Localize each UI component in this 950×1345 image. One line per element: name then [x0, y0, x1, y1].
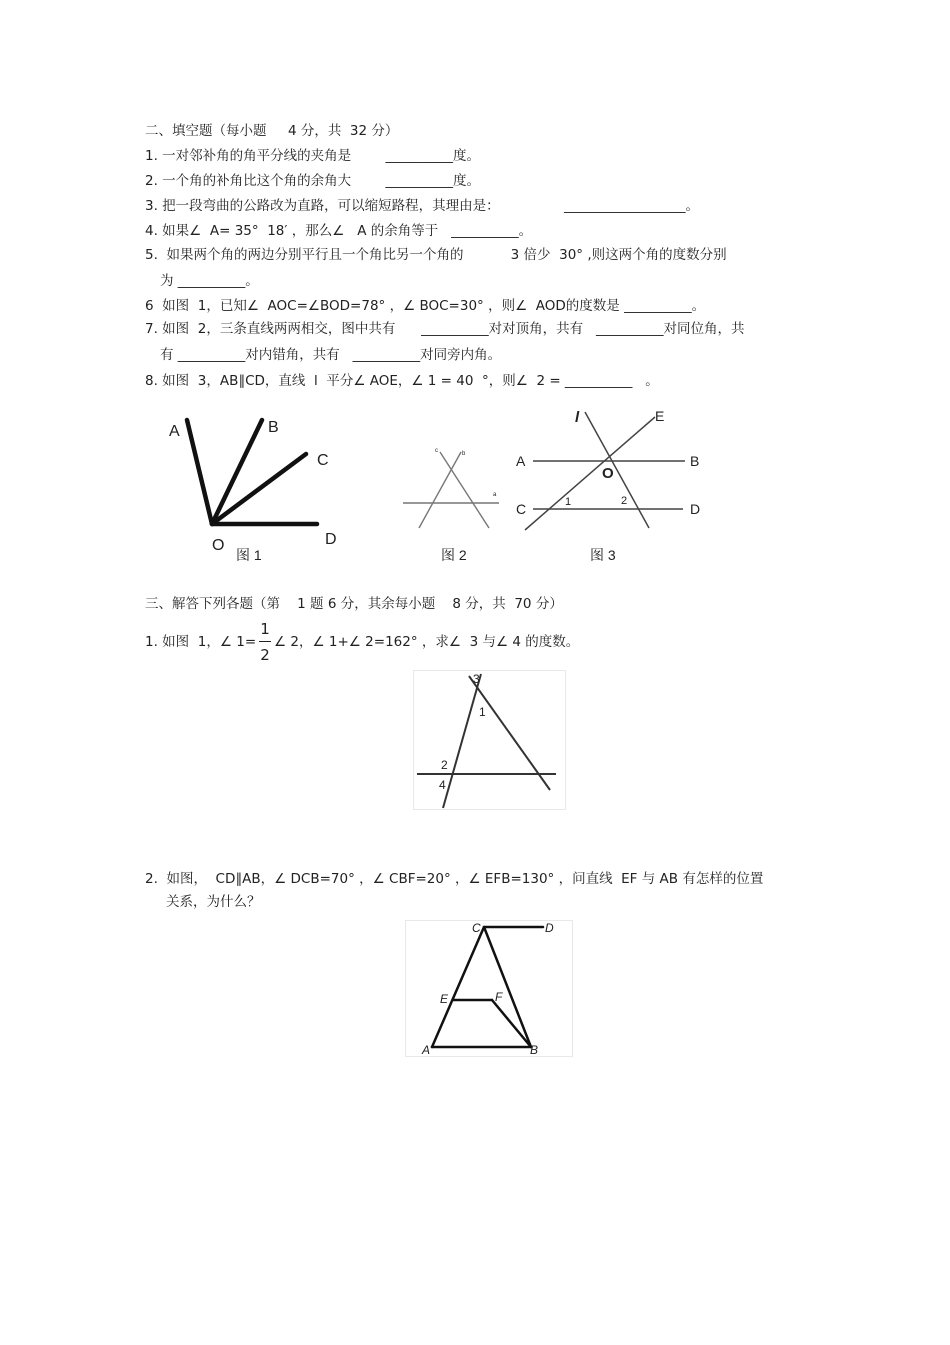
label-a5: A	[422, 1043, 431, 1057]
problem-1-start: 1. 如图 1，∠ 1=	[145, 634, 257, 650]
label-d: D	[325, 531, 337, 548]
label-e5: E	[440, 992, 449, 1006]
figure-2	[395, 440, 515, 565]
label-b3: B	[690, 453, 700, 469]
question-7-line2: 有 __________对内错角，共有 __________对同旁内角。	[160, 347, 502, 363]
label-d3: D	[690, 501, 701, 517]
question-6: 6 如图 1，已知∠ AOC=∠BOD=78° ，∠ BOC=30° ，则∠ AOD的度数是 __________。	[145, 298, 706, 314]
question-8: 8. 如图 3，AB∥CD，直线 l 平分∠ AOE，∠ 1 = 40 °，则∠ 2 = __________ 。	[145, 373, 659, 389]
caption-fig3: 图 3	[590, 547, 616, 563]
label-c-small: c	[435, 448, 438, 454]
label-d5: D	[545, 921, 554, 935]
question-7-line1: 7. 如图 2，三条直线两两相交，图中共有 __________对对顶角，共有 __________对同位角，共	[145, 321, 745, 337]
caption-fig2: 图 2	[441, 547, 467, 563]
label-l: l	[575, 409, 580, 426]
segment-ca	[432, 927, 484, 1047]
label-b-small: b	[462, 451, 466, 457]
ray-oa	[187, 420, 212, 524]
line-2	[419, 452, 461, 528]
label-b: B	[268, 419, 279, 436]
line-1	[440, 452, 489, 528]
figure-1	[150, 400, 360, 570]
figure-3	[505, 400, 720, 570]
line-oe	[525, 417, 655, 530]
fraction-denominator: 2	[260, 646, 270, 664]
line-left	[443, 674, 481, 808]
label-c5: C	[472, 921, 481, 935]
label-2: 2	[441, 758, 448, 772]
label-b5: B	[530, 1043, 539, 1057]
question-5-line2: 为 __________。	[160, 273, 259, 289]
segment-cb	[484, 927, 531, 1047]
label-a-small: a	[493, 492, 497, 498]
label-c: C	[317, 452, 329, 469]
question-1: 1. 一对邻补角的角平分线的夹角是 __________度。	[145, 148, 481, 164]
caption-fig1: 图 1	[236, 547, 262, 563]
figure-problem-2	[405, 920, 573, 1057]
label-3: 3	[473, 672, 480, 686]
label-1: 1	[479, 705, 486, 719]
question-3: 3. 把一段弯曲的公路改为直路，可以缩短路程，其理由是： __________________。	[145, 198, 700, 214]
section3-title: 三、解答下列各题（第 1 题 6 分，其余每小题 8 分，共 70 分）	[145, 596, 563, 612]
label-angle-2: 2	[621, 495, 628, 507]
problem-2-line1: 2. 如图， CD∥AB，∠ DCB=70° ，∠ CBF=20° ，∠ EFB=130° ，问直线 EF 与 AB 有怎样的位置	[145, 871, 764, 887]
label-c3: C	[516, 501, 527, 517]
segment-fb	[492, 1000, 531, 1047]
question-2: 2. 一个角的补角比这个角的余角大 __________度。	[145, 173, 481, 189]
fraction-bar	[259, 641, 271, 642]
problem-1-end: ∠ 2，∠ 1+∠ 2=162° ，求∠ 3 与∠ 4 的度数。	[274, 634, 580, 650]
problem-2-line2: 关系，为什么？	[166, 894, 261, 910]
question-4: 4. 如果∠ A= 35° 18′ ，那么∠ A 的余角等于 __________。	[145, 223, 533, 239]
line-right	[469, 676, 550, 790]
fraction-numerator: 1	[260, 620, 270, 638]
section2-title: 二、填空题（每小题 4 分，共 32 分）	[145, 123, 399, 139]
label-e: E	[655, 408, 665, 424]
ray-oc	[212, 454, 306, 524]
label-a3: A	[516, 453, 526, 469]
label-f5: F	[495, 990, 503, 1004]
ray-ob	[212, 420, 262, 524]
label-o3: O	[602, 465, 614, 482]
question-5-line1: 5. 如果两个角的两边分别平行且一个角比另一个角的 3 倍少 30° ,则这两个角的度数分别	[145, 247, 727, 263]
figure-problem-1	[413, 670, 566, 810]
label-o: O	[212, 537, 225, 554]
label-angle-1: 1	[565, 496, 572, 508]
label-a: A	[169, 423, 180, 440]
label-4: 4	[439, 778, 446, 792]
